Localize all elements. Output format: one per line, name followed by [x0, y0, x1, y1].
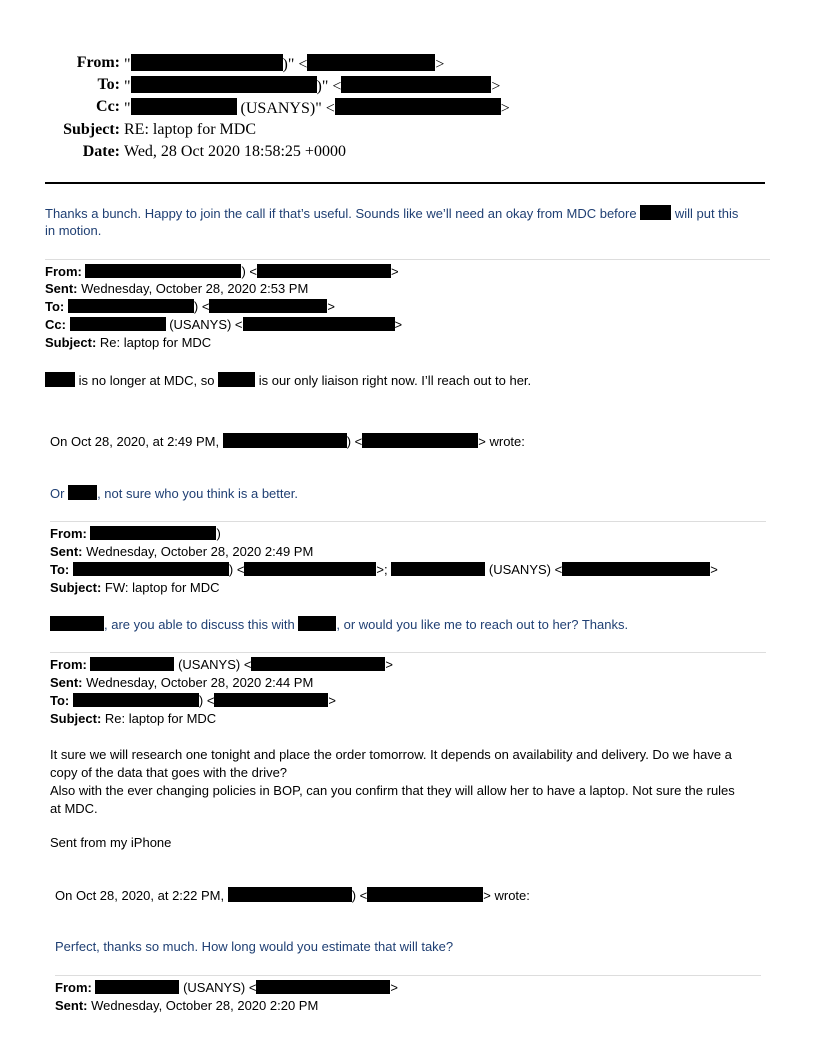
subject-value: Re: laptop for MDC	[104, 711, 217, 726]
from-org: (USANYS) <	[178, 657, 252, 672]
msg2-cc: Cc: (USANYS) < >	[45, 317, 403, 332]
redaction	[367, 887, 483, 902]
redaction	[228, 887, 352, 902]
msg3-from: From: )	[50, 526, 221, 541]
redaction	[90, 657, 174, 671]
redaction	[257, 264, 391, 278]
msg2-to: To: ) < >	[45, 299, 336, 314]
redaction	[68, 299, 194, 313]
msg4-from: From: (USANYS) < >	[50, 657, 394, 672]
body-text: Or	[50, 486, 65, 501]
subject-label: Subject:	[63, 121, 120, 138]
message-separator	[50, 652, 766, 653]
redaction	[218, 372, 255, 387]
wrote-text: > wrote:	[478, 434, 525, 449]
sent-label: Sent:	[55, 998, 88, 1013]
message-separator	[45, 259, 770, 260]
msg4-on-line: On Oct 28, 2020, at 2:22 PM, ) < > wrote:	[55, 888, 530, 903]
from-label: From:	[50, 657, 87, 672]
msg4-signature: Sent from my iPhone	[50, 835, 172, 850]
sent-value: Wednesday, October 28, 2020 2:20 PM	[91, 998, 319, 1013]
sent-label: Sent:	[50, 544, 83, 559]
body-text: is our only liaison right now. I’ll reach out to her.	[258, 373, 532, 388]
redaction	[73, 562, 229, 576]
msg2-on-line: On Oct 28, 2020, at 2:49 PM, ) < > wrote:	[50, 434, 525, 449]
msg4-body-line-2: copy of the data that goes with the drive?	[50, 765, 288, 780]
msg2-body	[45, 372, 531, 388]
redaction	[45, 372, 75, 387]
redaction	[244, 562, 376, 576]
on-prefix: On Oct 28, 2020, at 2:22 PM,	[55, 888, 225, 903]
redaction	[50, 616, 104, 631]
subject-label: Subject:	[45, 335, 97, 350]
redaction	[391, 562, 485, 576]
body-text: is no longer at MDC, so	[78, 373, 215, 388]
msg2-sent	[45, 281, 308, 296]
cc-label: Cc:	[45, 317, 66, 332]
msg3-to: To: ) < >; (USANYS) < >	[50, 562, 718, 577]
redaction	[90, 526, 216, 540]
body-text: , are you able to discuss this with	[104, 617, 295, 632]
msg4-subject	[50, 711, 216, 726]
msg3-sent	[50, 544, 313, 559]
sent-label: Sent:	[50, 675, 83, 690]
redaction	[256, 980, 390, 994]
redaction	[335, 98, 501, 115]
to-label: To:	[50, 562, 70, 577]
from-value: " )" < >	[124, 56, 445, 73]
to-org: (USANYS) <	[488, 562, 563, 577]
msg5-from: From: (USANYS) < >	[55, 980, 399, 995]
message-separator	[55, 975, 761, 976]
msg4-to: To: ) < >	[50, 693, 337, 708]
redaction	[214, 693, 328, 707]
redaction	[243, 317, 395, 331]
to-value: " )" < >	[124, 78, 501, 95]
redaction	[209, 299, 327, 313]
to-label: To:	[50, 693, 70, 708]
reply-text: Thanks a bunch. Happy to join the call if that’s useful. Sounds like we’ll need an okay from MDC before	[45, 206, 637, 221]
redaction	[68, 485, 97, 500]
reply-text: will put this	[674, 206, 739, 221]
redaction	[70, 317, 166, 331]
sent-value: Wednesday, October 28, 2020 2:49 PM	[86, 544, 314, 559]
subject-value: RE: laptop for MDC	[124, 121, 256, 138]
redaction	[251, 657, 385, 671]
wrote-text: > wrote:	[483, 888, 530, 903]
body-text: , not sure who you think is a better.	[97, 486, 298, 501]
to-label: To:	[45, 299, 65, 314]
cc-org: (USANYS) <	[169, 317, 243, 332]
sent-value: Wednesday, October 28, 2020 2:44 PM	[86, 675, 314, 690]
msg4-sent	[50, 675, 313, 690]
reply-1-line-1	[45, 205, 738, 221]
redaction	[131, 98, 237, 115]
subject-value: FW: laptop for MDC	[104, 580, 220, 595]
redaction	[362, 433, 478, 448]
msg2-from: From: ) < >	[45, 264, 399, 279]
subject-label: Subject:	[50, 580, 102, 595]
msg5-sent	[55, 998, 318, 1013]
cc-value: " (USANYS)" < >	[124, 100, 510, 117]
msg4-body-line-4: at MDC.	[50, 801, 98, 816]
date-value: Wed, 28 Oct 2020 18:58:25 +0000	[124, 143, 346, 160]
on-prefix: On Oct 28, 2020, at 2:49 PM,	[50, 434, 220, 449]
from-label: From:	[45, 264, 82, 279]
redaction	[298, 616, 336, 631]
date-label: Date:	[82, 143, 120, 160]
msg4-body-line-1: It sure we will research one tonight and place the order tomorrow. It depends on availability and delivery. Do we have a	[50, 747, 732, 762]
redaction	[73, 693, 199, 707]
sent-value: Wednesday, October 28, 2020 2:53 PM	[81, 281, 309, 296]
msg3-body	[50, 616, 628, 632]
redaction	[341, 76, 491, 93]
msg2-subject	[45, 335, 211, 350]
redaction	[131, 54, 283, 71]
redaction	[640, 205, 671, 220]
redaction	[85, 264, 241, 278]
subject-value: Re: laptop for MDC	[99, 335, 212, 350]
from-label: From:	[50, 526, 87, 541]
redaction	[307, 54, 435, 71]
body-text: , or would you like me to reach out to her? Thanks.	[336, 617, 629, 632]
msg3-subject	[50, 580, 220, 595]
redaction	[223, 433, 347, 448]
from-label: From:	[76, 54, 120, 71]
message-separator	[50, 521, 766, 522]
to-label: To:	[97, 76, 120, 93]
cc-org: (USANYS)"	[240, 100, 322, 117]
msg3-or-line	[50, 485, 298, 501]
redaction	[131, 76, 317, 93]
redaction	[562, 562, 710, 576]
reply-1-line-2: in motion.	[45, 223, 102, 238]
subject-label: Subject:	[50, 711, 102, 726]
redaction	[95, 980, 179, 994]
msg5-body: Perfect, thanks so much. How long would you estimate that will take?	[55, 939, 454, 954]
cc-label: Cc:	[96, 98, 120, 115]
from-label: From:	[55, 980, 92, 995]
sent-label: Sent:	[45, 281, 78, 296]
msg4-body-line-3: Also with the ever changing policies in BOP, can you confirm that they will allow her to have a laptop. Not sure the rules	[50, 783, 735, 798]
from-org: (USANYS) <	[183, 980, 257, 995]
header-divider	[45, 182, 765, 184]
